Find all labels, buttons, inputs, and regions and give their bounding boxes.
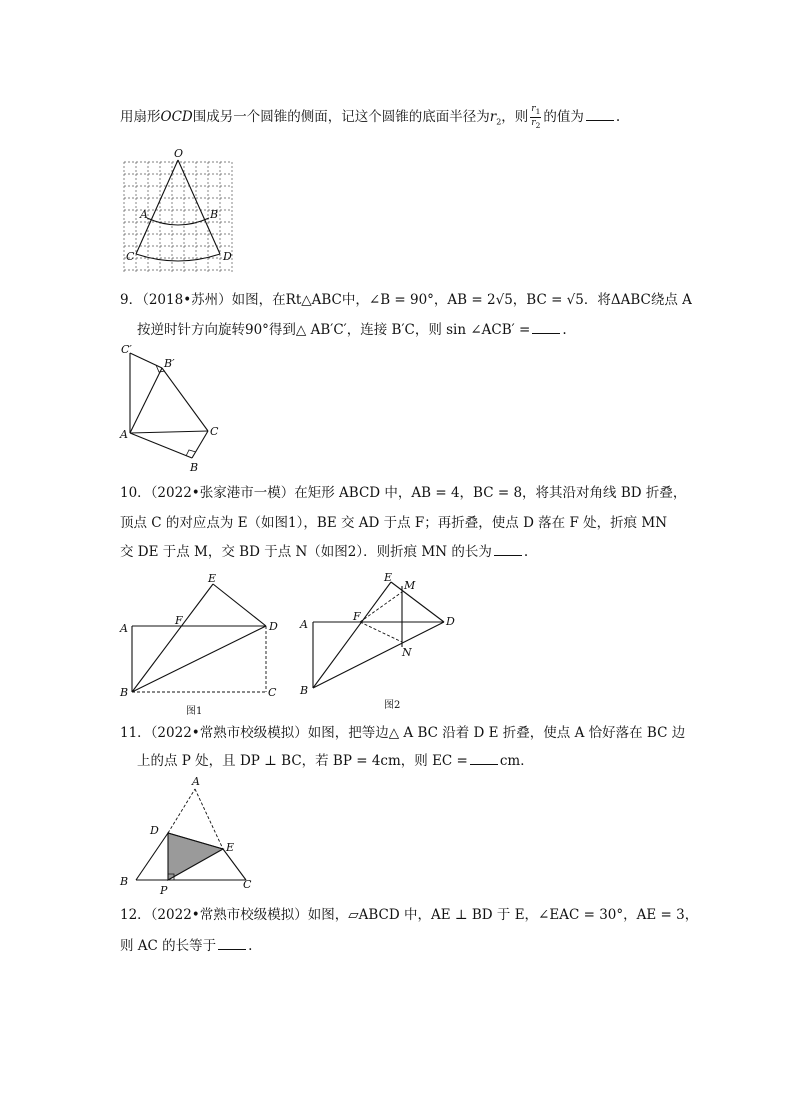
q10-fig1-caption: 图1 [186, 706, 203, 717]
q8-text-a: 用扇形 [120, 108, 161, 125]
q10-line-3-text: 交 DE 于点 M，交 BD 于点 N（如图2）．则折痕 MN 的长为 [120, 544, 492, 560]
q12-line-2-text: 则 AC 的长等于 [120, 938, 217, 954]
q11-label-d: D [150, 824, 159, 837]
q9-label-c-prime: C′ [121, 343, 132, 356]
q10-end: . [523, 544, 529, 560]
q10-fig2-label-n: N [402, 646, 412, 659]
q10-fig1-label-f: F [175, 614, 183, 627]
q9-rotation-figure [120, 343, 230, 473]
q10-fig2-lines [313, 582, 444, 688]
q10-fig2-label-m: M [404, 579, 416, 592]
q8-label-a: A [140, 208, 148, 221]
q10-figure-2 [296, 572, 466, 722]
q8-frac-num: r [531, 104, 536, 114]
q8-label-o: O [174, 147, 184, 160]
q12-end: . [248, 938, 253, 954]
q9-end: . [562, 322, 567, 338]
q8-label-c: C [126, 250, 135, 263]
q12-answer-blank[interactable] [218, 937, 246, 950]
q11-line-2-text: 上的点 P 处，且 DP ⊥ BC，若 BP = 4cm，则 EC = [137, 753, 468, 769]
q10-fig2-label-a: A [300, 618, 308, 631]
q8-answer-blank[interactable] [586, 108, 614, 121]
q10-fig1-label-e: E [208, 572, 217, 585]
q10-fig1-label-a: A [120, 622, 128, 635]
q10-fig2-label-e: E [384, 571, 393, 584]
q9-line-1: 9．（2018•苏州）如图，在Rt△ABC中，∠B = 90°，AB = 2√5，BC = √5．将ΔABC绕点 A [120, 292, 692, 308]
q8-frac-den-sub: 2 [535, 120, 541, 130]
q10-line-3 [120, 542, 528, 562]
q11-end: cm． [499, 753, 534, 769]
q10-fig2-label-f: F [353, 610, 361, 623]
q10-line-1: 10．（2022•张家港市一模）在矩形 ABCD 中，AB = 4，BC = 8，将其沿对角线 BD 折叠， [120, 485, 687, 501]
q10-fig2-dashed [360, 592, 402, 642]
q11-label-p: P [160, 884, 168, 897]
q10-fig1-lines [132, 584, 266, 692]
q8-frac-num-sub: 1 [535, 106, 541, 116]
q10-fig1-label-b: B [120, 686, 129, 699]
q9-answer-blank[interactable] [532, 321, 560, 334]
q9-label-c: C [210, 425, 219, 438]
q11-label-b: B [120, 875, 129, 888]
q11-line-2 [137, 751, 534, 771]
q11-line-1: 11．（2022•常熟市校级模拟）如图，把等边△ A BC 沿着 D E 折叠，使点 A 恰好落在 BC 边 [120, 725, 686, 741]
q10-fig2-label-b: B [300, 684, 309, 697]
q12-line-1: 12．（2022•常熟市校级模拟）如图，▱ABCD 中，AE ⊥ BD 于 E，∠EAC = 30°，AE = 3， [120, 907, 699, 923]
q9-label-a: A [120, 428, 128, 441]
q9-label-b: B [190, 461, 199, 474]
q11-shaded-triangle [168, 833, 223, 880]
q8-label-b: B [210, 208, 219, 221]
q10-answer-blank[interactable] [494, 543, 522, 556]
q10-fig2-caption: 图2 [384, 700, 401, 711]
q8-text-b: 围成另一个圆锥的侧面，记这个圆锥的底面半径为 [192, 108, 490, 125]
q8-text-d: 的值为 [543, 108, 584, 125]
q11-fold-figure [118, 775, 268, 897]
q10-figure-1 [118, 572, 288, 722]
q10-fig2-label-d: D [446, 615, 455, 628]
q11-label-c: C [243, 878, 252, 891]
q9-line-2-text: 按逆时针方向旋转90°得到△ AB′C′，连接 B′C，则 sin ∠ACB′ = [137, 322, 531, 338]
q10-line-2: 顶点 C 的对应点为 E（如图1），BE 交 AD 于点 F；再折叠，使点 D 落在 F 处，折痕 MN [120, 515, 668, 531]
q8-end: . [615, 108, 621, 125]
q11-answer-blank[interactable] [470, 752, 498, 765]
q10-fig1-label-d: D [269, 620, 278, 633]
q12-line-2 [120, 936, 252, 956]
q9-line-2 [137, 320, 567, 340]
q8-frac-den: r [531, 117, 536, 128]
q8-sector-figure [120, 147, 240, 280]
q9-label-b-prime: B′ [164, 357, 175, 370]
q8-text-line [120, 104, 620, 132]
q8-r2: r [489, 108, 497, 125]
q8-r2-sub: 2 [496, 117, 502, 127]
q11-label-e: E [226, 841, 235, 854]
q8-ocd: OCD [160, 108, 193, 125]
q8-text-c: ，则 [501, 108, 529, 125]
q11-label-a: A [192, 775, 200, 788]
q8-fraction [530, 104, 541, 131]
q8-label-d: D [223, 250, 232, 263]
q10-fig1-label-c: C [268, 686, 277, 699]
